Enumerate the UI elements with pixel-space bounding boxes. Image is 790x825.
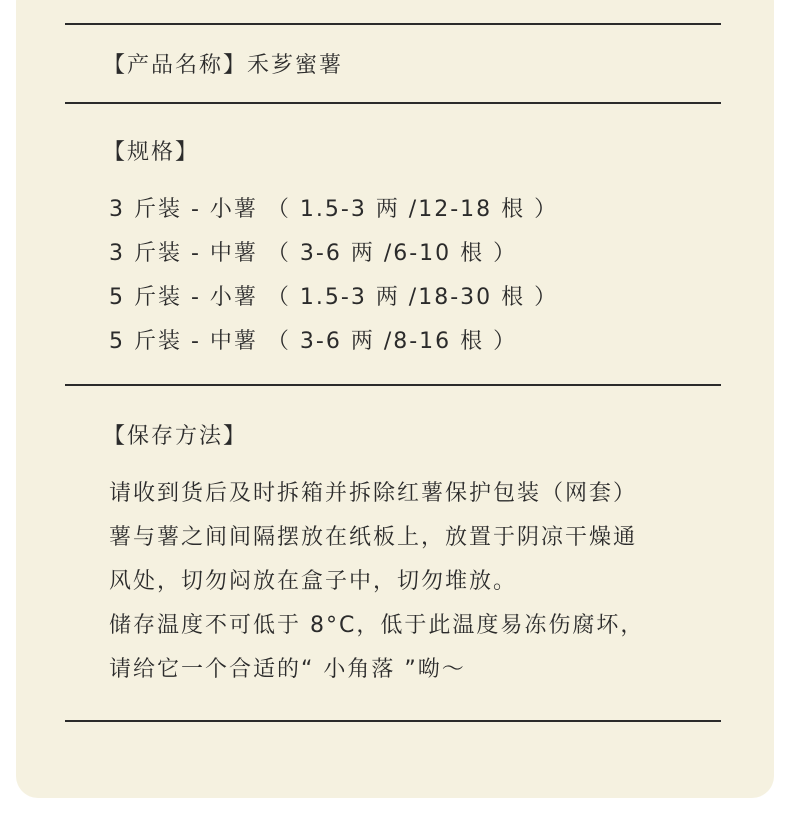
divider-after-name — [65, 102, 721, 104]
spec-item: 3 斤装 - 中薯 （ 3-6 两 /6-10 根 ） — [109, 241, 518, 266]
spec-item: 5 斤装 - 小薯 （ 1.5-3 两 /18-30 根 ） — [109, 285, 559, 310]
product-name: 【产品名称】禾芗蜜薯 — [103, 53, 344, 78]
divider-top — [65, 23, 721, 25]
storage-line: 风处，切勿闷放在盒子中，切勿堆放。 — [109, 569, 518, 594]
storage-line: 储存温度不可低于 8°C，低于此温度易冻伤腐坏， — [109, 613, 645, 638]
divider-bottom — [65, 720, 721, 722]
storage-line: 请给它一个合适的“ 小角落 ”呦～ — [109, 657, 466, 682]
spec-heading: 【规格】 — [103, 140, 200, 165]
storage-line: 薯与薯之间间隔摆放在纸板上，放置于阴凉干燥通 — [109, 525, 638, 550]
storage-line: 请收到货后及时拆箱并拆除红薯保护包装（网套） — [109, 481, 638, 506]
spec-item: 5 斤装 - 中薯 （ 3-6 两 /8-16 根 ） — [109, 329, 518, 354]
spec-item: 3 斤装 - 小薯 （ 1.5-3 两 /12-18 根 ） — [109, 197, 559, 222]
divider-after-spec — [65, 384, 721, 386]
storage-heading: 【保存方法】 — [103, 424, 248, 449]
